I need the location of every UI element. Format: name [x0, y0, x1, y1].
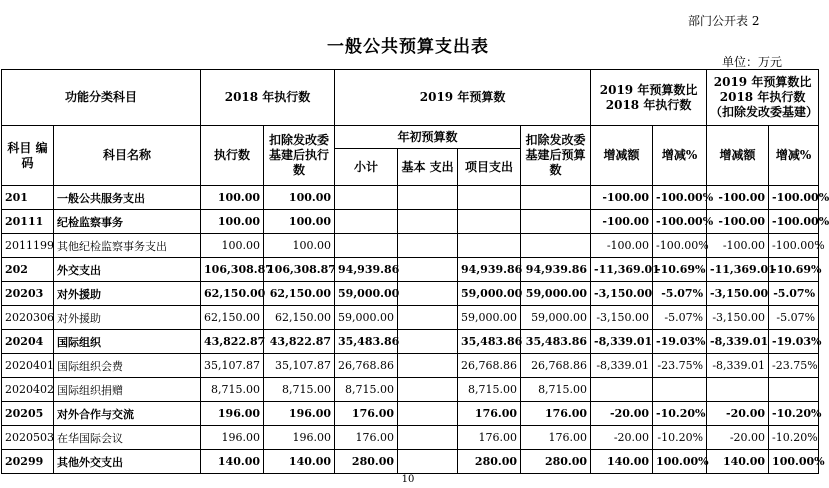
cell-value: 59,000.00 [335, 282, 398, 306]
cell-code: 2020503 [2, 426, 54, 450]
cell-value [398, 258, 458, 282]
table-row [2, 378, 819, 402]
cell-value [398, 306, 458, 330]
header-inc-amount: 增减额 [591, 126, 653, 186]
cell-value: 59,000.00 [521, 306, 591, 330]
cell-value [769, 378, 819, 402]
header-project: 项目支出 [458, 149, 521, 186]
cell-value: -8,339.01 [591, 330, 653, 354]
cell-name: 对外合作与交流 [54, 402, 201, 426]
cell-value: -100.00 [591, 186, 653, 210]
cell-value: 35,483.86 [521, 330, 591, 354]
cell-value: 140.00 [201, 450, 264, 474]
cell-code: 20204 [2, 330, 54, 354]
cell-value: 94,939.86 [458, 258, 521, 282]
cell-value: 100.00% [769, 450, 819, 474]
cell-value: -3,150.00 [707, 306, 769, 330]
cell-value: 100.00 [264, 186, 335, 210]
cell-value: -23.75% [769, 354, 819, 378]
cell-value: 43,822.87 [201, 330, 264, 354]
cell-value: -8,339.01 [707, 330, 769, 354]
table-row [2, 330, 819, 354]
cell-value: 106,308.87 [201, 258, 264, 282]
cell-code: 20299 [2, 450, 54, 474]
cell-value: 176.00 [335, 426, 398, 450]
cell-name: 对外援助 [54, 306, 201, 330]
cell-value: -100.00 [707, 210, 769, 234]
cell-value: 8,715.00 [264, 378, 335, 402]
cell-value [335, 186, 398, 210]
cell-value: -23.75% [653, 354, 707, 378]
cell-name: 一般公共服务支出 [54, 186, 201, 210]
cell-value: 176.00 [335, 402, 398, 426]
cell-value: 140.00 [707, 450, 769, 474]
cell-value: -100.00% [769, 210, 819, 234]
table-row [2, 186, 819, 210]
cell-name: 纪检监察事务 [54, 210, 201, 234]
header-exec-excl: 扣除发改委基建后执行数 [264, 126, 335, 186]
cell-name: 在华国际会议 [54, 426, 201, 450]
cell-value: 8,715.00 [201, 378, 264, 402]
cell-value: 62,150.00 [201, 306, 264, 330]
cell-value: 59,000.00 [458, 306, 521, 330]
cell-value: 26,768.86 [521, 354, 591, 378]
cell-name: 其他纪检监察事务支出 [54, 234, 201, 258]
cell-value: 35,483.86 [335, 330, 398, 354]
page-number: 10 [401, 474, 415, 485]
cell-value [398, 378, 458, 402]
cell-value [398, 402, 458, 426]
cell-value [707, 378, 769, 402]
cell-value: 196.00 [201, 426, 264, 450]
cell-value [398, 450, 458, 474]
table-row [2, 282, 819, 306]
header-subtotal: 小计 [335, 149, 398, 186]
cell-value: -20.00 [707, 402, 769, 426]
cell-code: 202 [2, 258, 54, 282]
cell-code: 2020306 [2, 306, 54, 330]
cell-name: 国际组织捐赠 [54, 378, 201, 402]
cell-value: 59,000.00 [458, 282, 521, 306]
table-row [2, 450, 819, 474]
table-row [2, 306, 819, 330]
cell-value: -8,339.01 [707, 354, 769, 378]
cell-code: 2020402 [2, 378, 54, 402]
budget-table [1, 69, 829, 474]
cell-value [398, 282, 458, 306]
cell-value: -10.20% [769, 402, 819, 426]
cell-code: 20203 [2, 282, 54, 306]
cell-value: 196.00 [201, 402, 264, 426]
cell-value: 176.00 [458, 426, 521, 450]
cell-value: -5.07% [769, 282, 819, 306]
cell-value: 280.00 [521, 450, 591, 474]
cell-value [458, 186, 521, 210]
header-inc-pct: 增减% [653, 126, 707, 186]
cell-value: 35,483.86 [458, 330, 521, 354]
header-exec-2018: 2018 年执行数 [201, 70, 335, 126]
cell-value: 8,715.00 [458, 378, 521, 402]
cell-value [398, 330, 458, 354]
cell-value [335, 234, 398, 258]
table-body [2, 186, 829, 474]
cell-value: -100.00% [653, 210, 707, 234]
cell-value: 140.00 [591, 450, 653, 474]
cell-value: 62,150.00 [264, 306, 335, 330]
cell-name: 其他外交支出 [54, 450, 201, 474]
cell-value: -11,369.01 [707, 258, 769, 282]
cell-value: 140.00 [264, 450, 335, 474]
cell-value: -100.00% [769, 234, 819, 258]
cell-value: -100.00 [591, 210, 653, 234]
header-inc-pct-2: 增减% [769, 126, 819, 186]
cell-value: -100.00 [707, 234, 769, 258]
cell-value: -100.00% [653, 234, 707, 258]
cell-value: -5.07% [769, 306, 819, 330]
cell-value: -20.00 [591, 402, 653, 426]
cell-value [398, 354, 458, 378]
cell-code: 20111 [2, 210, 54, 234]
cell-value: 94,939.86 [335, 258, 398, 282]
header-basic: 基本 支出 [398, 149, 458, 186]
document-tag: 部门公开表 2 [688, 14, 760, 28]
cell-value [398, 234, 458, 258]
cell-value: 196.00 [264, 402, 335, 426]
cell-value: -8,339.01 [591, 354, 653, 378]
cell-value: -3,150.00 [591, 306, 653, 330]
cell-value: -100.00% [653, 186, 707, 210]
cell-value: -5.07% [653, 306, 707, 330]
cell-value: 43,822.87 [264, 330, 335, 354]
cell-value: 100.00 [201, 186, 264, 210]
cell-value [458, 210, 521, 234]
cell-value: -10.20% [653, 426, 707, 450]
cell-code: 2011199 [2, 234, 54, 258]
cell-value: 59,000.00 [521, 282, 591, 306]
cell-value: -100.00% [769, 186, 819, 210]
cell-value [521, 234, 591, 258]
cell-value: -10.20% [653, 402, 707, 426]
cell-value: -19.03% [769, 330, 819, 354]
cell-name: 对外援助 [54, 282, 201, 306]
table-row [2, 402, 819, 426]
cell-value: -3,150.00 [707, 282, 769, 306]
header-name: 科目名称 [54, 126, 201, 186]
cell-code: 2020401 [2, 354, 54, 378]
cell-value: 35,107.87 [264, 354, 335, 378]
cell-value [521, 186, 591, 210]
cell-value: -19.03% [653, 330, 707, 354]
cell-value: 62,150.00 [201, 282, 264, 306]
cell-value: 100.00 [201, 234, 264, 258]
header-func-category: 功能分类科目 [2, 70, 201, 126]
cell-value: -5.07% [653, 282, 707, 306]
cell-name: 国际组织 [54, 330, 201, 354]
cell-code: 201 [2, 186, 54, 210]
cell-value: 100.00 [264, 210, 335, 234]
cell-value: -3,150.00 [591, 282, 653, 306]
cell-value [398, 186, 458, 210]
cell-value [458, 234, 521, 258]
cell-value: 176.00 [521, 426, 591, 450]
cell-value: 176.00 [458, 402, 521, 426]
cell-value [591, 378, 653, 402]
cell-value: -10.69% [769, 258, 819, 282]
cell-value: -20.00 [591, 426, 653, 450]
cell-value [335, 210, 398, 234]
cell-value: 26,768.86 [458, 354, 521, 378]
cell-value: -10.20% [769, 426, 819, 450]
cell-value [521, 210, 591, 234]
cell-value: -100.00 [591, 234, 653, 258]
cell-value: 59,000.00 [335, 306, 398, 330]
cell-value: -20.00 [707, 426, 769, 450]
cell-value: 196.00 [264, 426, 335, 450]
cell-name: 国际组织会费 [54, 354, 201, 378]
header-exec: 执行数 [201, 126, 264, 186]
header-compare-excl: 2019 年预算数比 2018 年执行数（扣除发改委基建） [707, 70, 819, 126]
table-row [2, 234, 819, 258]
cell-value: -10.69% [653, 258, 707, 282]
header-code: 科目 编码 [2, 126, 54, 186]
cell-value: 280.00 [335, 450, 398, 474]
page-title: 一般公共预算支出表 [327, 37, 489, 57]
table-row [2, 426, 819, 450]
table-row [2, 210, 819, 234]
header-budget-2019: 2019 年预算数 [335, 70, 591, 126]
header-initial-budget: 年初预算数 [335, 126, 521, 149]
header-compare: 2019 年预算数比 2018 年执行数 [591, 70, 707, 126]
cell-value: 100.00 [201, 210, 264, 234]
table-row [2, 258, 819, 282]
cell-name: 外交支出 [54, 258, 201, 282]
cell-value [398, 210, 458, 234]
header-inc-amount-2: 增减额 [707, 126, 769, 186]
cell-value: 26,768.86 [335, 354, 398, 378]
unit-label: 单位：万元 [722, 55, 783, 69]
cell-value: 8,715.00 [521, 378, 591, 402]
cell-value: -100.00 [707, 186, 769, 210]
table-row [2, 354, 819, 378]
header-budget-excl: 扣除发改委基建后预算数 [521, 126, 591, 186]
cell-value: 176.00 [521, 402, 591, 426]
cell-value [398, 426, 458, 450]
cell-value [653, 378, 707, 402]
cell-value: 100.00% [653, 450, 707, 474]
cell-value: 280.00 [458, 450, 521, 474]
cell-value: 8,715.00 [335, 378, 398, 402]
cell-value: 62,150.00 [264, 282, 335, 306]
cell-code: 20205 [2, 402, 54, 426]
cell-value: 35,107.87 [201, 354, 264, 378]
cell-value: 94,939.86 [521, 258, 591, 282]
cell-value: 106,308.87 [264, 258, 335, 282]
cell-value: -11,369.01 [591, 258, 653, 282]
cell-value: 100.00 [264, 234, 335, 258]
